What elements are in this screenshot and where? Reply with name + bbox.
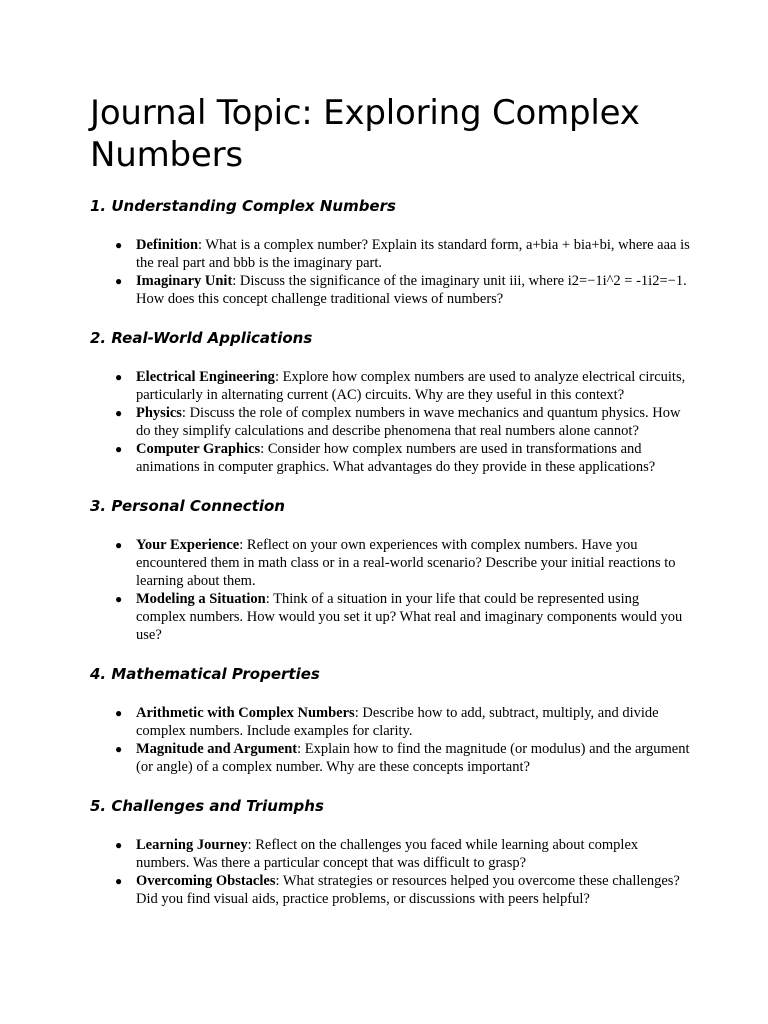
bullet-icon: ●: [115, 370, 123, 384]
item-term: Electrical Engineering: [136, 369, 275, 385]
item-text: : What strategies or resources helped you overcome these challenges? Did you find visual aids, practice problems, or discussions with peers helpful?: [136, 873, 680, 907]
item-text: : What is a complex number? Explain its standard form, a+bia + bia+bi, where aaa is the real part and bbb is the imaginary part.: [136, 237, 690, 271]
page-title: Journal Topic: Exploring Complex Numbers: [90, 93, 640, 175]
document-page: [90, 92, 690, 928]
bullet-icon: ●: [115, 274, 123, 288]
list-item: [115, 704, 690, 740]
list-item: [115, 272, 690, 308]
item-text: : Consider how complex numbers are used in transformations and animations in computer graphics. What advantages do they provide in these applications?: [136, 441, 656, 475]
section-list-personal: [90, 536, 690, 644]
item-term: Learning Journey: [136, 837, 248, 853]
list-item: [115, 536, 690, 590]
section-list-applications: [90, 368, 690, 476]
item-text: : Describe how to add, subtract, multiply, and divide complex numbers. Include examples for clarity.: [136, 705, 659, 739]
item-text: : Explore how complex numbers are used to analyze electrical circuits, particularly in alternating current (AC) circuits. Why are they useful in this context?: [136, 369, 686, 403]
list-item: [115, 872, 690, 908]
item-term: Your Experience: [136, 537, 240, 553]
bullet-icon: ●: [115, 406, 123, 420]
item-text: : Explain how to find the magnitude (or modulus) and the argument (or angle) of a complex number. Why are these concepts important?: [136, 741, 690, 775]
item-term: Overcoming Obstacles: [136, 873, 276, 889]
item-term: Computer Graphics: [136, 441, 261, 457]
item-text: : Reflect on the challenges you faced while learning about complex numbers. Was there a particular concept that was difficult to grasp?: [136, 837, 639, 871]
section-heading-understanding: 1. Understanding Complex Numbers: [90, 197, 396, 215]
bullet-icon: ●: [115, 538, 123, 552]
bullet-icon: ●: [115, 442, 123, 456]
item-term: Arithmetic with Complex Numbers: [136, 705, 355, 721]
bullet-icon: ●: [115, 742, 123, 756]
bullet-icon: ●: [115, 238, 123, 252]
bullet-icon: ●: [115, 592, 123, 606]
section-heading-applications: 2. Real-World Applications: [90, 329, 313, 347]
item-term: Physics: [136, 405, 182, 421]
list-item: [115, 836, 690, 872]
item-text: : Discuss the role of complex numbers in wave mechanics and quantum physics. How do they simplify calculations and describe phenomena that real numbers alone cannot?: [136, 405, 681, 439]
list-item: [115, 236, 690, 272]
item-term: Magnitude and Argument: [136, 741, 298, 757]
section-heading-personal: 3. Personal Connection: [90, 497, 285, 515]
bullet-icon: ●: [115, 874, 123, 888]
item-text: : Think of a situation in your life that could be represented using complex numbers. How would you set it up? What real and imaginary components would you use?: [136, 591, 683, 643]
item-term: Modeling a Situation: [136, 591, 266, 607]
item-term: Definition: [136, 237, 199, 253]
item-text: : Reflect on your own experiences with complex numbers. Have you encountered them in math class or in a real-world scenario? Describe your initial reactions to learning about them.: [136, 537, 676, 589]
item-term: Imaginary Unit: [136, 273, 233, 289]
section-list-properties: [90, 704, 690, 776]
list-item: [115, 404, 690, 440]
list-item: [115, 368, 690, 404]
bullet-icon: ●: [115, 838, 123, 852]
section-list-understanding: [90, 236, 690, 308]
list-item: [115, 740, 690, 776]
list-item: [115, 590, 690, 644]
item-text: : Discuss the significance of the imaginary unit iii, where i2=−1i^2 = -1i2=−1. How does this concept challenge traditional views of numbers?: [136, 273, 687, 307]
bullet-icon: ●: [115, 706, 123, 720]
section-heading-properties: 4. Mathematical Properties: [90, 665, 320, 683]
section-list-challenges: [90, 836, 690, 908]
section-heading-challenges: 5. Challenges and Triumphs: [90, 797, 324, 815]
list-item: [115, 440, 690, 476]
